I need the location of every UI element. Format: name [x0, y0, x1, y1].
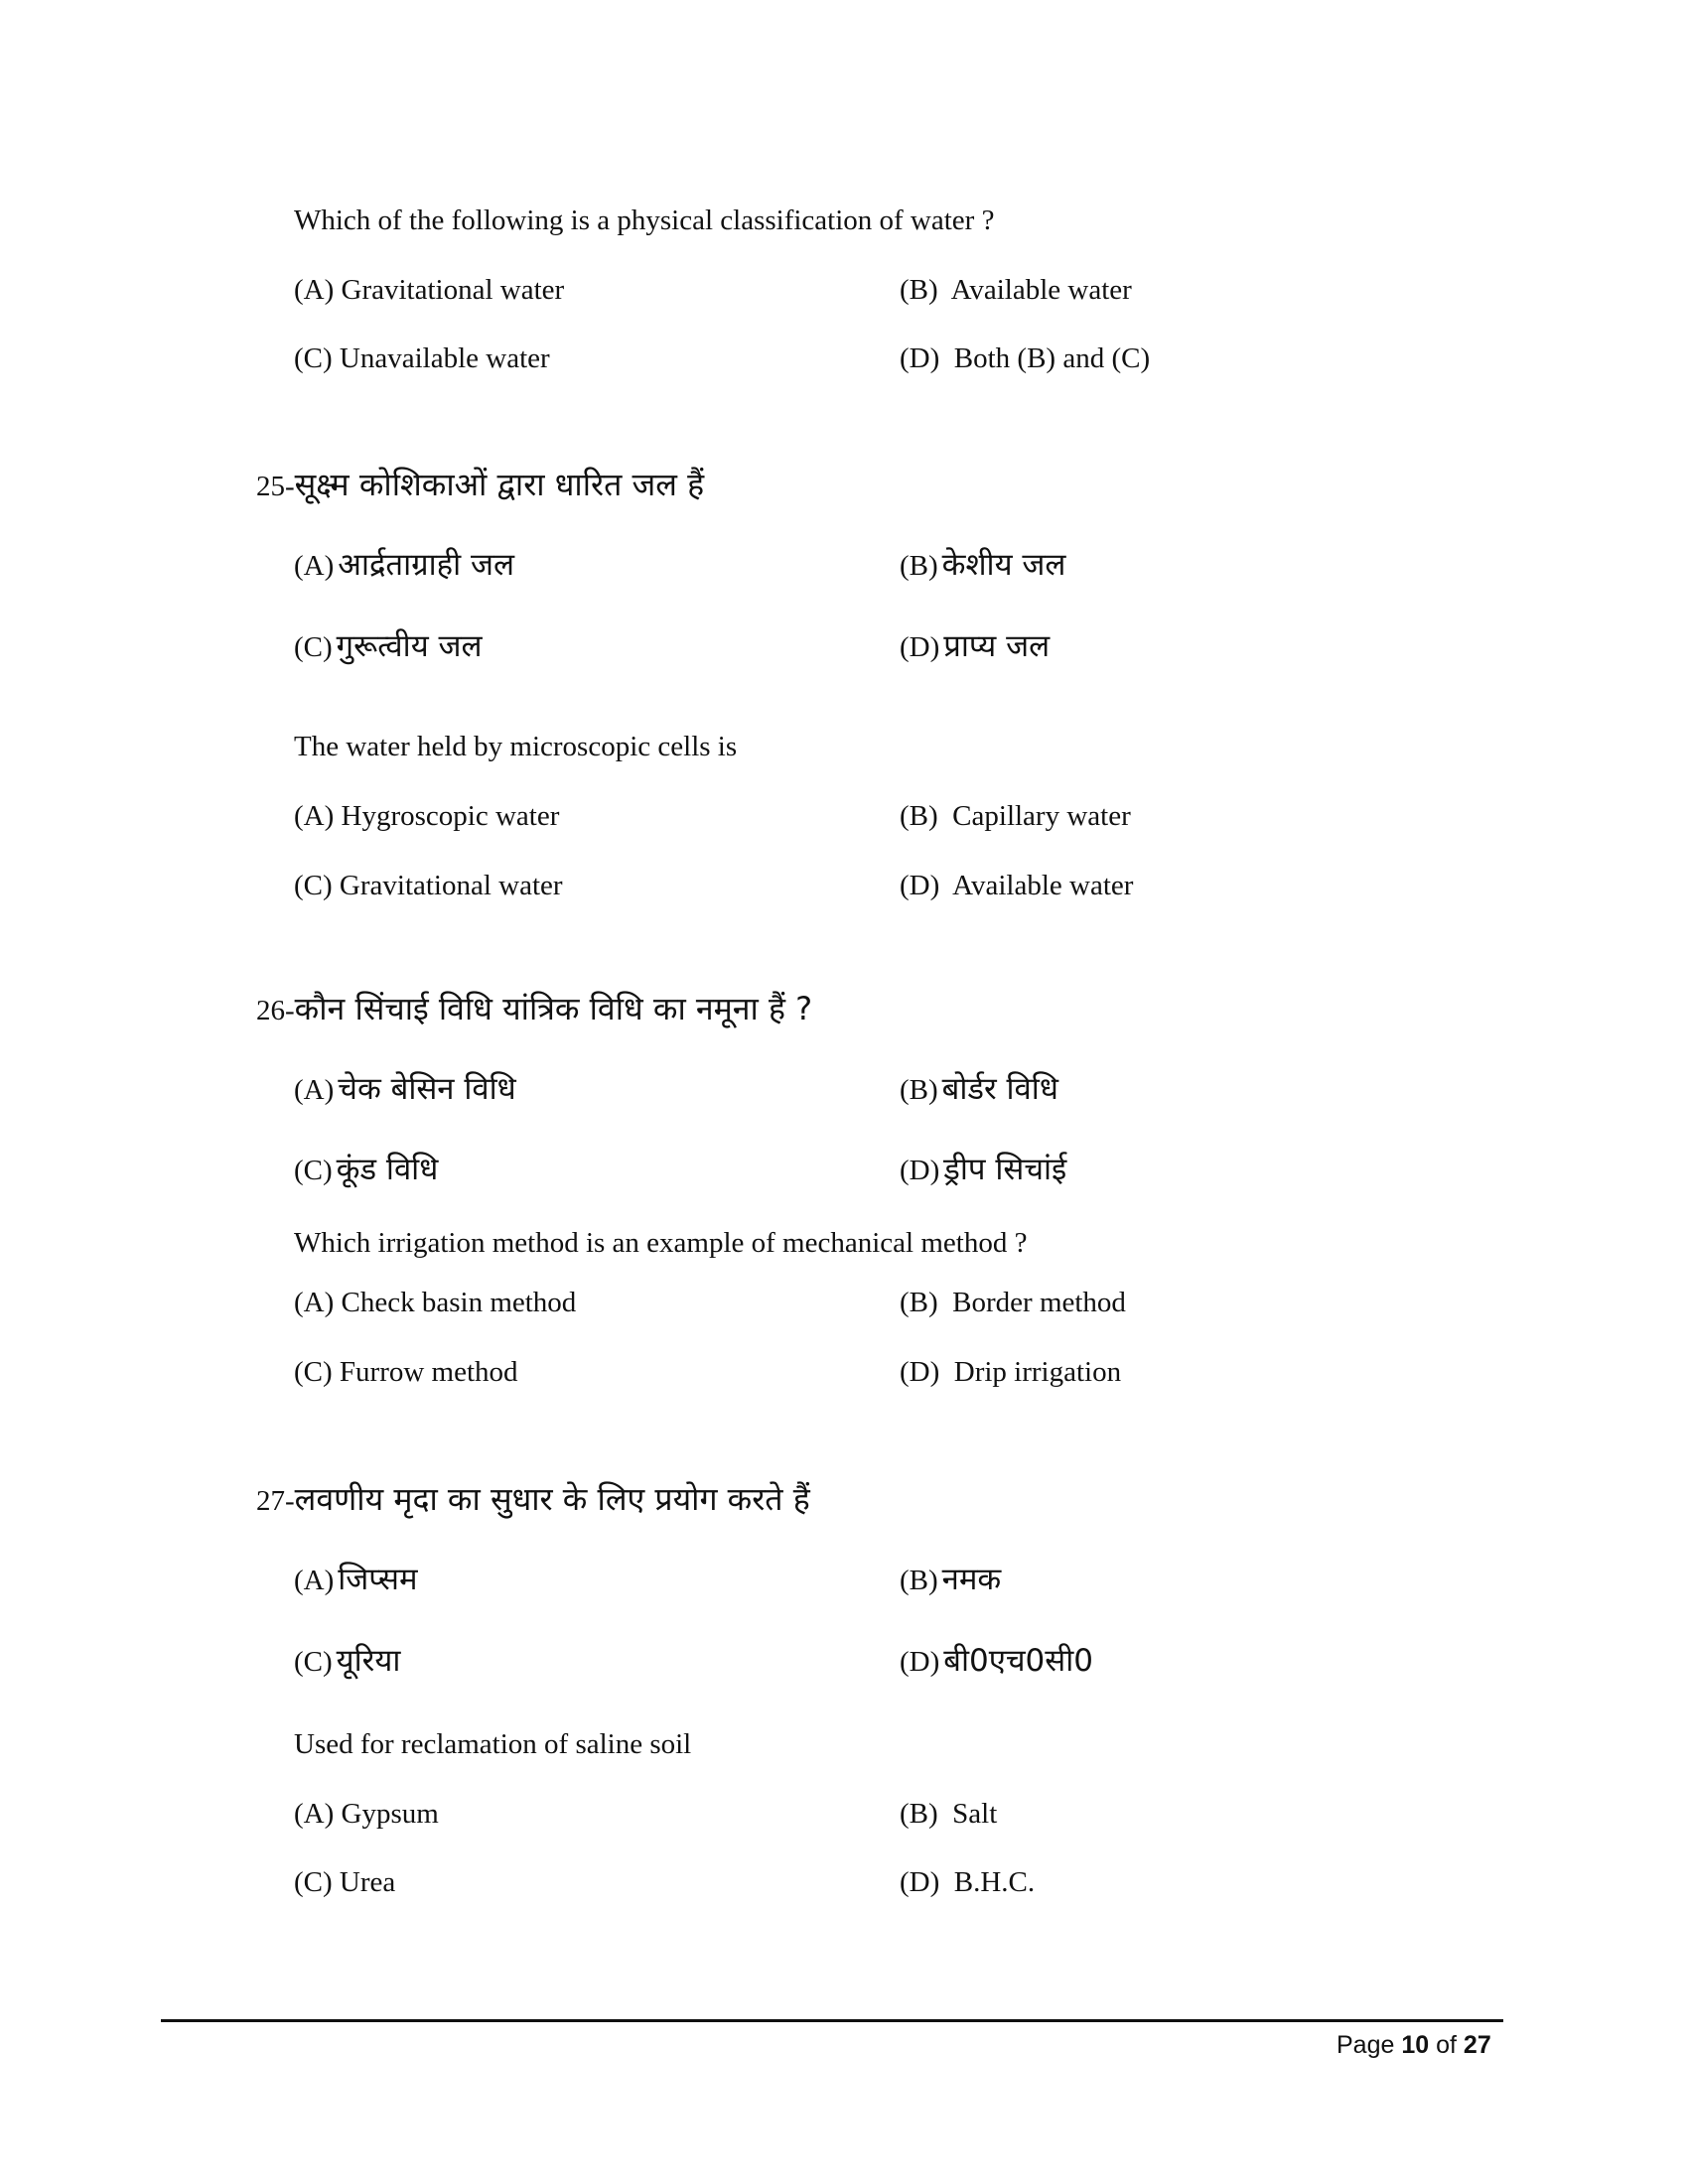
q26-option-d-en — [900, 1358, 1121, 1387]
option-text: बी0एच0सी0 — [943, 1643, 1093, 1679]
option-letter: (B) — [900, 274, 938, 306]
option-letter: (A) — [294, 1565, 335, 1596]
q25-option-a-hi — [294, 547, 514, 583]
question-number: 27- — [256, 1485, 295, 1517]
option-text: Unavailable water — [339, 342, 550, 374]
q25-option-b-hi — [900, 547, 1066, 583]
option-letter: (C) — [294, 1155, 333, 1186]
total-pages-number: 27 — [1463, 2031, 1491, 2059]
q26-question-en: Which irrigation method is an example of mechanical method ? — [294, 1227, 1028, 1259]
page-word: Page — [1336, 2031, 1395, 2059]
option-letter: (C) — [294, 1646, 333, 1678]
q25-option-d-en — [900, 872, 1133, 900]
option-text: बोर्डर विधि — [941, 1071, 1058, 1107]
page-footer — [1336, 2031, 1491, 2060]
q27-option-b-en — [900, 1800, 997, 1829]
q27-option-a-hi — [294, 1562, 418, 1597]
option-text: ड्रीप सिचांई — [943, 1152, 1067, 1187]
q27-option-d-hi — [900, 1643, 1093, 1679]
q27-option-d-en — [900, 1868, 1035, 1897]
option-letter: (D) — [900, 1155, 940, 1186]
current-page-number: 10 — [1401, 2031, 1430, 2059]
q27-option-a-en — [294, 1800, 439, 1829]
option-text: केशीय जल — [941, 547, 1066, 583]
option-text: आर्द्रताग्राही जल — [338, 547, 514, 583]
option-text: Furrow method — [339, 1356, 518, 1388]
option-text: Drip irrigation — [953, 1356, 1122, 1388]
option-letter: (D) — [900, 1646, 940, 1678]
option-letter: (A) — [294, 1287, 335, 1318]
q24-option-b-en — [900, 276, 1132, 305]
q27-question-hi — [256, 1480, 810, 1518]
q26-option-c-hi — [294, 1152, 439, 1187]
option-text: चेक बेसिन विधि — [338, 1071, 516, 1107]
q26-option-b-en — [900, 1289, 1126, 1317]
q27-question-en: Used for reclamation of saline soil — [294, 1728, 692, 1760]
of-word: of — [1436, 2031, 1457, 2059]
option-letter: (B) — [900, 550, 938, 582]
option-letter: (C) — [294, 1866, 333, 1898]
option-letter: (A) — [294, 550, 335, 582]
q26-question-hi — [256, 990, 813, 1027]
q25-option-c-hi — [294, 628, 483, 664]
q26-option-d-hi — [900, 1152, 1067, 1187]
option-text: Available water — [950, 274, 1132, 306]
option-letter: (C) — [294, 342, 333, 374]
option-letter: (D) — [900, 870, 940, 901]
q24-option-d-en — [900, 344, 1150, 373]
option-text: Capillary water — [952, 800, 1131, 832]
q25-option-b-en — [900, 802, 1131, 831]
q25-option-c-en — [294, 872, 563, 900]
question-text-hi: लवणीय मृदा का सुधार के लिए प्रयोग करते हैं — [294, 1480, 810, 1518]
option-text: Border method — [952, 1287, 1126, 1318]
q26-option-a-en — [294, 1289, 576, 1317]
option-text: नमक — [941, 1562, 1002, 1597]
option-letter: (C) — [294, 631, 333, 663]
q26-option-c-en — [294, 1358, 518, 1387]
option-text: Salt — [952, 1798, 998, 1830]
option-text: Urea — [339, 1866, 396, 1898]
option-text: Gypsum — [341, 1798, 439, 1830]
option-text: कूंड विधि — [336, 1152, 439, 1187]
q26-option-a-hi — [294, 1071, 516, 1107]
q24-question-en: Which of the following is a physical classification of water ? — [294, 205, 995, 236]
option-letter: (B) — [900, 1074, 938, 1106]
option-letter: (B) — [900, 800, 938, 832]
question-text-hi: कौन सिंचाई विधि यांत्रिक विधि का नमूना हैं ? — [294, 990, 813, 1027]
q24-option-c-en — [294, 344, 550, 373]
option-letter: (D) — [900, 342, 940, 374]
q27-option-b-hi — [900, 1562, 1002, 1597]
option-letter: (D) — [900, 1866, 940, 1898]
question-number: 26- — [256, 995, 295, 1026]
option-text: प्राप्य जल — [943, 628, 1051, 664]
option-text: यूरिया — [336, 1643, 401, 1679]
option-letter: (B) — [900, 1287, 938, 1318]
option-letter: (D) — [900, 1356, 940, 1388]
q25-option-d-hi — [900, 628, 1051, 664]
option-text: B.H.C. — [953, 1866, 1036, 1898]
option-letter: (D) — [900, 631, 940, 663]
question-number: 25- — [256, 471, 295, 502]
option-text: Hygroscopic water — [341, 800, 560, 832]
option-letter: (B) — [900, 1798, 938, 1830]
q27-option-c-en — [294, 1868, 395, 1897]
option-text: Gravitational water — [341, 274, 565, 306]
option-letter: (A) — [294, 1798, 335, 1830]
option-letter: (B) — [900, 1565, 938, 1596]
option-text: Check basin method — [341, 1287, 577, 1318]
option-text: Available water — [952, 870, 1134, 901]
q25-question-en: The water held by microscopic cells is — [294, 731, 738, 762]
option-letter: (A) — [294, 1074, 335, 1106]
option-letter: (C) — [294, 1356, 333, 1388]
option-letter: (C) — [294, 870, 333, 901]
q27-option-c-hi — [294, 1643, 401, 1679]
option-text: जिप्सम — [338, 1562, 418, 1597]
footer-divider — [161, 2019, 1503, 2022]
q26-option-b-hi — [900, 1071, 1058, 1107]
option-text: गुरूत्वीय जल — [336, 628, 483, 664]
q24-option-a-en — [294, 276, 564, 305]
q25-option-a-en — [294, 802, 559, 831]
option-text: Gravitational water — [339, 870, 563, 901]
option-text: Both (B) and (C) — [953, 342, 1151, 374]
question-text-hi: सूक्ष्म कोशिकाओं द्वारा धारित जल हैं — [294, 466, 705, 503]
option-letter: (A) — [294, 274, 335, 306]
option-letter: (A) — [294, 800, 335, 832]
q25-question-hi — [256, 466, 705, 503]
